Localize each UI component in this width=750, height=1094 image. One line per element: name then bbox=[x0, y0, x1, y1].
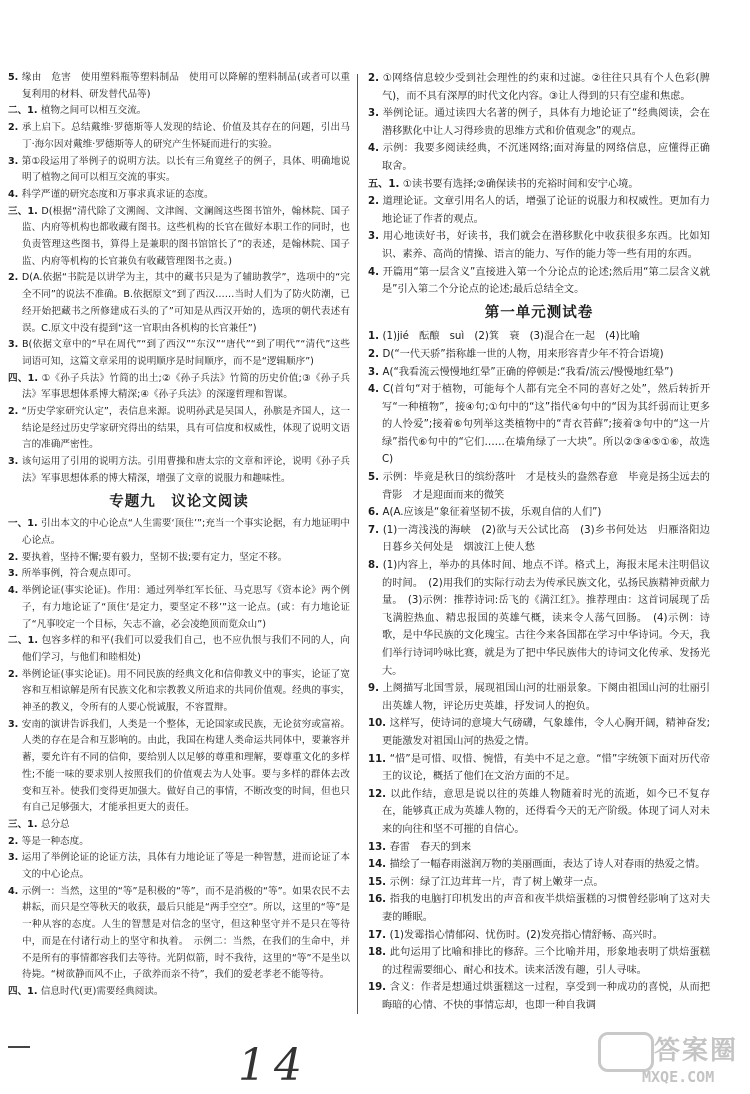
answer-item bbox=[368, 891, 710, 926]
answer-item bbox=[368, 786, 710, 839]
answer-text: 该句运用了引用的说明方法。引用曹操和唐太宗的文章和评论，说明《孙子兵法》军事思想体系的博大精深，增强了文章的说服力和趣味性。 bbox=[21, 456, 350, 484]
answer-number: 2. bbox=[368, 348, 383, 360]
answer-text: 示例一：当然，这里的“等”是积极的“等”，而不是消极的“等”。如果农民不去耕耘，而只是空等秋天的收获，最后只能是“两手空空”。所以，这里的“等”是一种从容的态度。人生的智慧是对信念的坚守，但这种坚守并不是只在等待中，而是在付诸行动上的坚守和执着。 示例二：当然，在我们的生命中，并不是所有的事情都容我们去等待。光阴似箭，时不我待，这里的“等”不是坐以待毙。“树欲静而风不止，子欲养而亲不待”，我们的爱老孝老不能等待。 bbox=[21, 885, 350, 981]
watermark-logo bbox=[598, 1030, 738, 1088]
answer-item bbox=[368, 381, 710, 469]
answer-text: B(依据文章中的“早在周代”“到了西汉”“东汉”“唐代”“到了明代”“清代”这些词语可知，这篇文章采用的说明顺序是时间顺序，而不是“逻辑顺序”) bbox=[21, 339, 351, 367]
answer-item bbox=[368, 264, 710, 299]
answer-number: 二、1. bbox=[8, 105, 41, 117]
answer-text: 安南的演讲告诉我们，人类是一个整体，无论国家或民族，无论贫穷或富裕。人类的存在是合和互影响的。由此，我国在构建人类命运共同体中，要兼容并蓄，要允许有不同的信仰，要给别人以足够的尊重和理解，要尊重文化的多样性;不能一味的要求别人按照我们的价值观去为人处事。要与多样的群体去改变和互补。使我们变得更加强大。做好自己的事情，不断改变的时间，但也只有自己足够强大，才能承担更大的责任。 bbox=[21, 718, 350, 814]
answer-text: 等是一种态度。 bbox=[21, 835, 89, 847]
answer-item bbox=[368, 715, 710, 750]
answer-item bbox=[368, 856, 710, 874]
answer-number: 14. bbox=[368, 859, 390, 871]
answer-text: 示例：毕竟是秋日的缤纷落叶 才是枝头的盎然春意 毕竟是扬尘远去的背影 才是迎面而来的微笑 bbox=[382, 472, 710, 501]
answer-number: 19. bbox=[368, 982, 390, 994]
answer-item bbox=[8, 516, 350, 549]
answer-item bbox=[8, 454, 350, 487]
answer-text: (1)发霉指心情郁闷、忧伤时。(2)发亮指心情舒畅、高兴时。 bbox=[389, 929, 663, 941]
answer-item bbox=[368, 176, 710, 194]
answer-number: 9. bbox=[368, 683, 383, 695]
answer-text: 示例：我要多阅读经典，不沉迷网络;面对海量的网络信息，应懂得正确取舍。 bbox=[382, 143, 710, 172]
answer-text: 举例论证(事实论证)。作用：通过列举红军长征、马克思写《资本论》两个例子，有力地论证了“顶住‘是定力，要坚定不移’”这一论点。(或：有力地论证了“凡事咬定一个目标，矢志不渝，必会凌绝顶而览众山”) bbox=[21, 585, 350, 630]
answer-item bbox=[368, 874, 710, 892]
right-column bbox=[368, 70, 721, 1014]
answer-text: C(首句“对于植物，可能每个人都有完全不同的喜好之处”，然后转折开写“一种植物”，接④句;①句中的“这”指代④句中的“因为其纤弱而让更多的人怜爱”;接着⑥句列举这类植物中的“青衣苔藓”;接着③句中的“这一片绿”指代⑥句中的“它们……在墙角绿了一大块”。所以②③④⑤①⑥，故选C) bbox=[382, 384, 711, 466]
answer-number: 三、1. bbox=[8, 818, 41, 830]
answer-text: 春雷 春天的到来 bbox=[389, 841, 472, 853]
answer-text: (1)jié 酝酿 suì (2)箕 衰 (3)混合在一起 (4)比喻 bbox=[382, 331, 640, 343]
answer-text: D(根据“清代除了文溯阁、文津阁、文澜阁这些图书馆外，翰林院、国子监、内府等机构也都收藏有图书。这些机构的长官在做好本职工作的同时，也负责管理这些图书，算得上是兼职的图书馆馆长了”的表述，是翰林院、国子监、内府等机构的长官兼负有收藏管理图书之责。) bbox=[22, 205, 350, 267]
answer-text: (1)内容上，举办的具体时间、地点不详。格式上，海报末尾未注明倡议的时间。 (2)用我们的实际行动去为传承民族文化，弘扬民族精神贡献力量。 (3)示例：推荐诗词:岳飞的《满江红》。推荐理由：这首词展现了岳飞满腔热血、精忠报国的英雄气概，读来令人荡气回肠。 (4)示例：诗歌，是中华民族的文化瑰宝。古往今来各国都在学习中华诗词。今天，我们举行诗词吟咏比赛，就是为了把中华民族伟大的诗词文化传承、发扬光大。 bbox=[382, 560, 710, 677]
answer-number: 2. bbox=[8, 668, 22, 680]
answer-item bbox=[368, 839, 710, 857]
answer-item bbox=[368, 522, 721, 557]
answer-text: 这样写，使诗词的意境大气磅礴，气象雄伟，令人心胸开阔，精神奋发;更能激发对祖国山河的热爱之情。 bbox=[382, 718, 711, 747]
answer-number: 3. bbox=[368, 231, 383, 243]
answer-number: 13. bbox=[368, 841, 390, 853]
answer-number: 3. bbox=[8, 718, 22, 730]
section-heading: 第一单元测试卷 bbox=[484, 304, 594, 321]
answer-item bbox=[8, 817, 350, 834]
answer-text: 开篇用“第一层含义”直接进入第一个分论点的论述;然后用“第二层含义就是”引入第二个分论点的论述;最后总结全文。 bbox=[382, 266, 710, 296]
answer-number: 4. bbox=[368, 384, 383, 396]
answer-number: 17. bbox=[368, 929, 390, 941]
answer-item bbox=[368, 504, 710, 522]
answer-number: 5. bbox=[368, 472, 383, 484]
answer-item bbox=[8, 884, 350, 984]
watermark-url: MXQE.COM bbox=[642, 1068, 715, 1086]
answer-number: 16. bbox=[368, 894, 390, 906]
answer-item bbox=[8, 270, 350, 337]
answer-number: 3. bbox=[8, 456, 22, 468]
watermark-ring-icon bbox=[598, 1032, 654, 1072]
answer-number: 4. bbox=[368, 143, 383, 155]
answer-number: 一、1. bbox=[8, 518, 42, 530]
answer-item bbox=[368, 927, 710, 945]
answer-text: ①读书要有选择;②确保读书的充裕时间和安宁心境。 bbox=[402, 178, 639, 190]
answer-number: 10. bbox=[368, 718, 390, 730]
answer-number: 2. bbox=[8, 122, 22, 134]
answer-item bbox=[368, 680, 710, 715]
answer-text: 引出本文的中心论点“人生需要‘顶住’”;充当一个事实论据，有力地证明中心论点。 bbox=[22, 518, 350, 546]
answer-item bbox=[368, 140, 710, 175]
answer-item bbox=[8, 834, 350, 851]
answer-number: 3. bbox=[8, 155, 22, 167]
answer-text: “惜”是可惜、叹惜、惋惜，有美中不足之意。“惜”字统领下面对历代帝王的议论，概括了他们在文治方面的不足。 bbox=[382, 753, 711, 783]
answer-text: 举例论证。通过读四大名著的例子，具体有力地论证了“经典阅读，会在潜移默化中让人习得珍贵的思维方式和价值观念”的观点。 bbox=[382, 108, 710, 137]
answer-number: 3. bbox=[368, 366, 383, 378]
answer-number: 5. bbox=[8, 72, 22, 83]
answer-item bbox=[368, 328, 710, 346]
answer-text: 科学严谨的研究态度和万事求真求证的态度。 bbox=[21, 188, 214, 200]
answer-text: 运用了举例论证的论证方法，具体有力地论证了等是一种智慧，进而论证了本文的中心论点。 bbox=[21, 852, 350, 881]
answer-item bbox=[368, 557, 710, 680]
answer-item bbox=[8, 120, 350, 153]
answer-item bbox=[368, 469, 710, 504]
answer-number: 2. bbox=[368, 196, 383, 208]
answer-item bbox=[8, 103, 350, 120]
answer-item bbox=[8, 70, 350, 103]
answer-number: 四、1. bbox=[8, 372, 42, 384]
answer-item bbox=[368, 228, 710, 263]
answer-number: 4. bbox=[8, 188, 22, 200]
answer-text: 指我的电脑打印机发出的声音和夜半烘焙蛋糕的习惯曾经影响了这对夫妻的睡眠。 bbox=[382, 894, 711, 923]
answer-item bbox=[8, 850, 350, 883]
answer-item bbox=[368, 346, 710, 364]
answer-number: 3. bbox=[368, 108, 383, 120]
answer-text: 第①段运用了举例子的说明方法。以长有三角寛丝子的例子，具体、明确地说明了植物之间可以相互交流的事实。 bbox=[21, 155, 350, 184]
answer-number: 4. bbox=[8, 885, 22, 897]
answer-item bbox=[368, 105, 710, 140]
answer-number: 五、1. bbox=[368, 178, 403, 190]
answer-text: D(“一代天骄”指称雄一世的人物，用来形容青少年不符合语境) bbox=[382, 348, 664, 360]
answer-number: 8. bbox=[368, 560, 383, 572]
answer-text: 上阕描写北国雪景，展现祖国山河的壮丽景象。下阕由祖国山河的壮丽引出英雄人物，评论历史英雄，抒发词人的抱负。 bbox=[382, 683, 710, 712]
answer-text: A(A.应该是“象征着坚韧不拔，乐观自信的人们”) bbox=[382, 507, 602, 519]
answer-item bbox=[8, 337, 350, 370]
answer-text: 道理论证。文章引用名人的话，增强了论证的说服力和权威性。更加有力地论证了作者的观点。 bbox=[382, 196, 710, 225]
answer-text: 包容多样的和平(我们可以爱我们自己，也不应仇恨与我们不同的人，向他们学习，与他们和睦相处) bbox=[22, 635, 350, 663]
answer-number: 4. bbox=[8, 585, 22, 597]
section-heading: 专题九 议论文阅读 bbox=[109, 493, 249, 510]
answer-text: 此句运用了比喻和排比的修辞。三个比喻并用，形象地表明了烘焙蛋糕的过程需要细心、耐心和技术。读来活泼有趣，引人寻味。 bbox=[382, 947, 711, 976]
answer-text: 以此作结，意思是说以往的英雄人物随着时光的流逝，如今已不复存在，能够真正成为英雄人物的，还得看今天的无产阶级。体现了词人对未来的向往和坚不可摧的自信心。 bbox=[382, 788, 711, 835]
watermark-text: 答案圈 bbox=[654, 1036, 739, 1066]
answer-item bbox=[8, 371, 350, 404]
answer-number: 3. bbox=[8, 339, 22, 351]
answer-text: D(A.依据“书院是以讲学为主，其中的藏书只是为了辅助教学”，选项中的“完全不同”的说法不准确。B.依据原文“到了西汉……当时人们为了防火防潮，已经开始把藏书之所修建成石头的了”可知是从西汉开始的，选项的朝代表述有误。C.原文中没有提到“这一官职由各机构的长官兼任”) bbox=[21, 272, 350, 334]
answer-item bbox=[368, 944, 710, 979]
answer-number: 3. bbox=[8, 852, 22, 864]
answer-number: 15. bbox=[368, 876, 390, 888]
answer-text: 信息时代(更)需要经典阅读。 bbox=[40, 985, 164, 997]
answer-item bbox=[368, 193, 710, 228]
answer-number: 18. bbox=[368, 947, 390, 959]
answer-text: 示例：绿了江边茸茸一片，青了树上嫩芽一点。 bbox=[389, 876, 604, 888]
answer-item bbox=[8, 566, 350, 583]
answer-text: ①《孙子兵法》竹简的出土;②《孙子兵法》竹简的历史价值;③《孙子兵法》军事思想体系博大精深;④《孙子兵法》的深邃哲理和智谋。 bbox=[22, 372, 350, 401]
answer-text: 要执着，坚持不懈;要有毅力，坚韧不拔;要有定力，坚定不移。 bbox=[21, 551, 288, 563]
page-number: 14 bbox=[238, 1040, 310, 1091]
answer-item bbox=[8, 187, 350, 204]
answer-item bbox=[8, 633, 350, 666]
answer-item bbox=[8, 404, 350, 454]
answer-number: 1. bbox=[368, 331, 383, 343]
answer-text: “历史学家研究认定”，表信息来源。说明孙武是吴国人，孙膑是齐国人，这一结论是经过历史学家研究得出的结果，具有可信度和权威性，体现了说明文语言的准确严密性。 bbox=[21, 406, 350, 451]
answer-text: A(“我看流云慢慢地红晕”正确的停顿是:“我看/流云/慢慢地红晕”) bbox=[382, 366, 674, 378]
answer-item bbox=[8, 583, 350, 633]
answer-number: 2. bbox=[8, 551, 22, 563]
answer-number: 11. bbox=[368, 753, 390, 765]
answer-number: 2. bbox=[368, 73, 383, 84]
answer-item bbox=[8, 550, 350, 567]
answer-item bbox=[368, 364, 710, 382]
answer-number: 2. bbox=[8, 272, 22, 284]
answer-text: 缘由 危害 使用塑料瓶等塑料制品 使用可以降解的塑料制品(或者可以重复利用的材料、研发替代品等) bbox=[21, 72, 350, 100]
answer-text: 植物之间可以相互交流。 bbox=[40, 105, 147, 117]
answer-number: 4. bbox=[368, 266, 383, 278]
margin-dash bbox=[8, 1046, 30, 1048]
answer-text: 所举事例，符合观点即可。 bbox=[21, 568, 137, 580]
answer-item bbox=[368, 70, 710, 105]
answer-item bbox=[368, 979, 710, 1014]
answer-number: 3. bbox=[8, 568, 22, 580]
answer-text: 含义：作者是想通过烘蛋糕这一过程，享受到一种成功的喜悦，从而把晦暗的心情、不快的事情忘却，也即一种自我调 bbox=[382, 982, 711, 1011]
answer-number: 2. bbox=[8, 406, 22, 418]
answer-number: 12. bbox=[368, 788, 391, 800]
answer-text: 用心地读好书，好读书，我们就会在潜移默化中收获很多东西。比如知识、素养、高尚的情操、语言的能力、写作的能力等一些有用的东西。 bbox=[382, 231, 710, 260]
answer-text: 举例论证(事实论证)。用不同民族的经典文化和信仰教义中的事实，论证了宽容和互相谅解是所有民族文化和宗教教义所追求的共同价值观。经典的事实，神圣的教义，令所有的人要心悦诚服，不容置辩。 bbox=[21, 668, 350, 714]
answer-item bbox=[8, 667, 350, 717]
answer-number: 7. bbox=[368, 524, 383, 536]
answer-item bbox=[368, 751, 710, 786]
column-divider bbox=[357, 74, 358, 1014]
answer-text: (1)一湾浅浅的海峡 (2)欲与天公试比高 (3)乡书何处达 归雁洛阳边 日暮乡关何处是 烟波江上使人愁 bbox=[382, 524, 721, 554]
answer-text: 承上启下。总结戴维·罗德斯等人发现的结论、价值及其存在的问题，引出马丁·海尔因对戴维·罗德斯等人的研究产生怀疑而进行的实验。 bbox=[21, 122, 350, 150]
answer-item bbox=[8, 984, 350, 1001]
answer-text: 描绘了一幅春雨滋润万物的美丽画面，表达了诗人对春雨的热爱之情。 bbox=[389, 859, 706, 871]
left-column bbox=[8, 70, 350, 1001]
answer-text: ①网络信息较少受到社会理性的约束和过滤。②往往只具有个人色彩(脾气)，而不具有深厚的时代文化内容。③让人得到的只有空虚和焦虑。 bbox=[382, 73, 710, 102]
answer-number: 四、1. bbox=[8, 985, 41, 997]
answer-number: 二、1. bbox=[8, 635, 42, 647]
answer-text: 总分总 bbox=[40, 818, 70, 830]
answer-item bbox=[8, 204, 350, 271]
answer-item bbox=[8, 717, 350, 817]
answer-item bbox=[8, 154, 350, 187]
answer-number: 三、1. bbox=[8, 205, 42, 217]
answer-number: 2. bbox=[8, 835, 22, 847]
answer-number: 6. bbox=[368, 507, 383, 519]
